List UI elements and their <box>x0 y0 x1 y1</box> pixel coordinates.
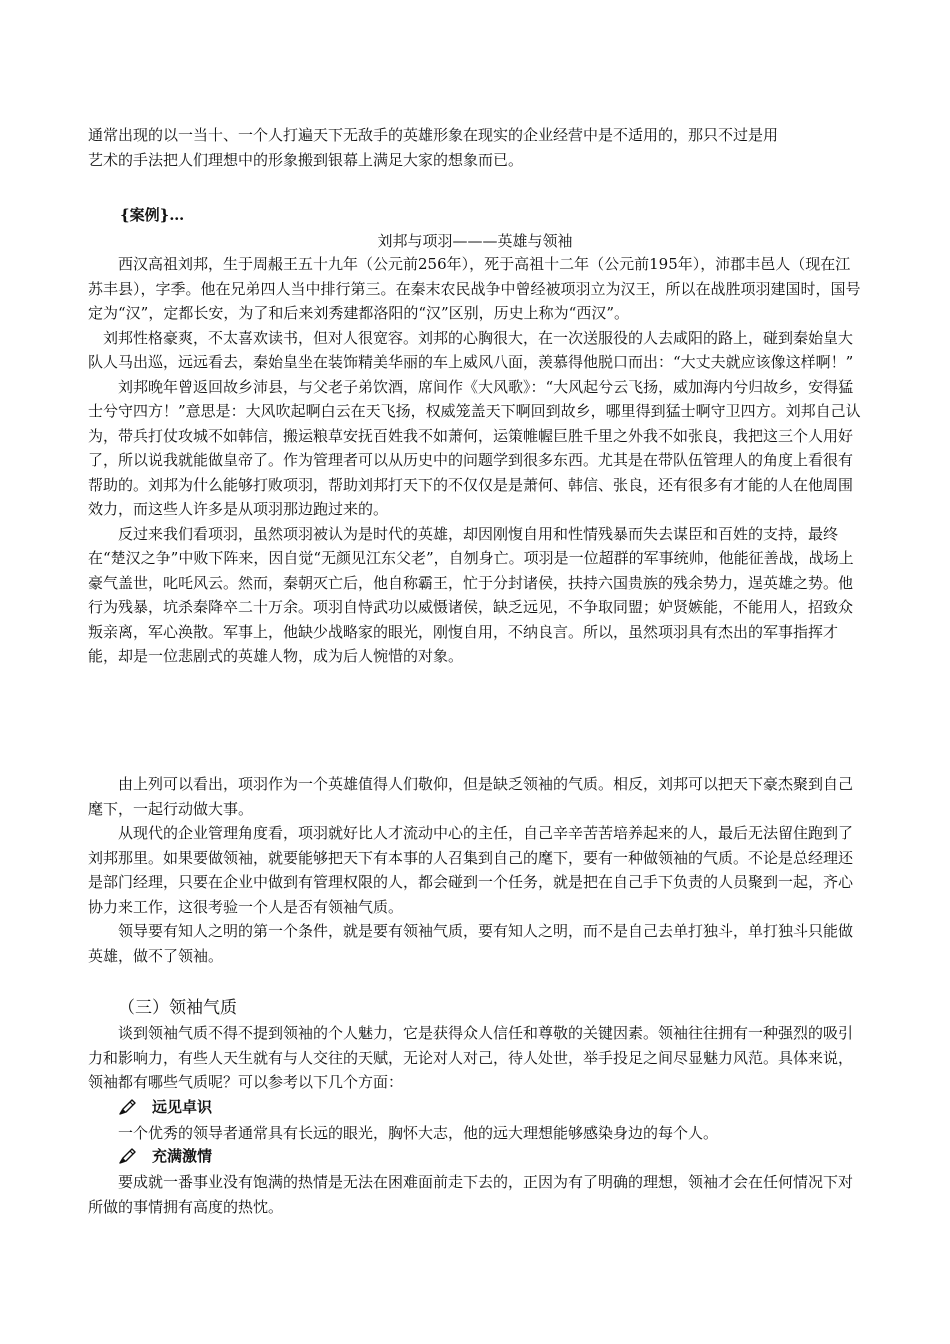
bullet-item <box>118 1096 212 1118</box>
pencil-icon <box>118 1098 138 1116</box>
pencil-icon <box>118 1147 138 1165</box>
analysis-paragraph: 从现代的企业管理角度看，项羽就好比人才流动中心的主任，自己辛辛苦苦培养起来的人，最后无法留住跑到了刘邦那里。如果要做领袖，就要能够把天下有本事的人召集到自己的麾下，要有一种做领袖的气质。不论是总经理还是部门经理，只要在企业中做到有管理权限的人，都会碰到一个任务，就是把在自己手下负责的人员聚到一起，齐心协力来工作，这很考验一个人是否有领袖气质。 <box>88 824 854 916</box>
section-heading: （三）领袖气质 <box>118 998 237 1018</box>
bullet-title: 充满激情 <box>152 1147 213 1165</box>
intro-line: 艺术的手法把人们理想中的形象搬到银幕上满足大家的想象而已。 <box>88 150 524 169</box>
analysis-paragraph: 由上列可以看出，项羽作为一个英雄值得人们敬仰，但是缺乏领袖的气质。相反，刘邦可以把天下豪杰聚到自己麾下，一起行动做大事。 <box>88 775 854 818</box>
bullet-text: 一个优秀的领导者通常具有长远的眼光，胸怀大志，他的远大理想能够感染身边的每个人。 <box>118 1124 719 1142</box>
case-paragraph: 反过来我们看项羽，虽然项羽被认为是时代的英雄，却因刚愎自用和性情残暴而失去谋臣和百姓的支持，最终在“楚汉之争”中败下阵来，因自觉“无颜见江东父老”，自刎身亡。项羽是一位超群的军事统帅，他能征善战，战场上豪气盖世，叱吒风云。然而，秦朝灭亡后，他自称霸王，忙于分封诸侯，扶持六国贵族的残余势力，逞英雄之势。他行为残暴，坑杀秦降卒二十万余。项羽自恃武功以威慑诸侯，缺乏远见，不争取同盟；妒贤嫉能，不能用人，招致众叛亲离，军心涣散。军事上，他缺少战略家的眼光，刚愎自用，不纳良言。所以，虽然项羽具有杰出的军事指挥才能，却是一位悲剧式的英雄人物，成为后人惋惜的对象。 <box>88 524 854 665</box>
bullet-body <box>88 1121 864 1146</box>
analysis-paragraph: 领导要有知人之明的第一个条件，就是要有领袖气质，要有知人之明，而不是自己去单打独斗，单打独斗只能做英雄，做不了领袖。 <box>88 922 854 965</box>
section-intro-paragraph: 谈到领袖气质不得不提到领袖的个人魅力，它是获得众人信任和尊敬的关键因素。领袖往往拥有一种强烈的吸引力和影响力，有些人天生就有与人交往的天赋，无论对人对己，待人处世，举手投足之间尽显魅力风范。具体来说，领袖都有哪些气质呢？可以参考以下几个方面： <box>88 1024 854 1091</box>
analysis-body <box>88 772 864 968</box>
bullet-item <box>118 1145 212 1167</box>
case-body <box>88 252 864 669</box>
case-paragraph: 刘邦性格豪爽，不太喜欢读书，但对人很宽容。刘邦的心胸很大，在一次送服役的人去咸阳的路上，碰到秦始皇大队人马出巡，远远看去，秦始皇坐在装饰精美华丽的车上威风八面，羡慕得他脱口而出：“大丈夫就应该像这样啊！” <box>88 328 854 371</box>
bullet-title: 远见卓识 <box>152 1098 213 1116</box>
intro-line: 通常出现的以一当十、一个人打遍天下无敌手的英雄形象在现实的企业经营中是不适用的，那只不过是用 <box>88 126 779 144</box>
case-paragraph: 西汉高祖刘邦，生于周赧王五十九年（公元前256年），死于高祖十二年（公元前195年），沛郡丰邑人（现在江苏丰县），字季。他在兄弟四人当中排行第三。在秦末农民战争中曾经被项羽立为汉王，所以在战胜项羽建国时，国号定为“汉”，定都长安，为了和后来刘秀建都洛阳的“汉”区别，历史上称为“西汉”。 <box>88 255 861 322</box>
case-label: {案例}… <box>120 206 185 224</box>
bullet-text: 要成就一番事业没有饱满的热情是无法在困难面前走下去的，正因为有了明确的理想，领袖才会在任何情况下对所做的事情拥有高度的热忱。 <box>88 1173 854 1216</box>
bullet-body <box>88 1170 864 1219</box>
case-title: 刘邦与项羽———英雄与领袖 <box>377 232 573 250</box>
case-paragraph: 刘邦晚年曾返回故乡沛县，与父老子弟饮酒，席间作《大风歌》：“大风起兮云飞扬，威加海内兮归故乡，安得猛士兮守四方！”意思是：大风吹起啊白云在天飞扬，权威笼盖天下啊回到故乡，哪里得到猛士啊守卫四方。刘邦自己认为，带兵打仗攻城不如韩信，搬运粮草安抚百姓我不如萧何，运策帷幄巨胜千里之外我不如张良，我把这三个人用好了，所以说我就能做皇帝了。作为管理者可以从历史中的问题学到很多东西。尤其是在带队伍管理人的角度上看很有帮助的。刘邦为什么能够打败项羽，帮助刘邦打天下的不仅仅是是萧何、韩信、张良，还有很多有才能的人在他周围效力，而这些人许多是从项羽那边跑过来的。 <box>88 377 861 518</box>
intro-paragraph <box>88 123 864 172</box>
section-intro <box>88 1021 864 1095</box>
